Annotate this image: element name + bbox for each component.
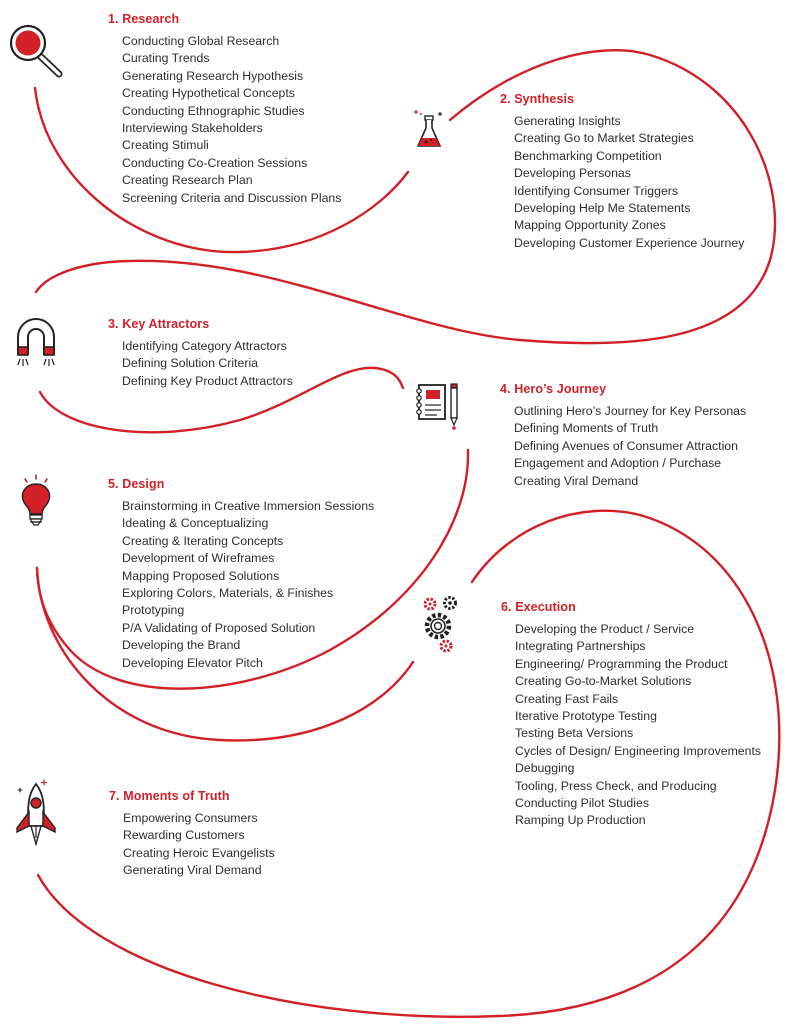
- section-title: 7. Moments of Truth: [109, 789, 230, 803]
- section-list: [122, 338, 293, 390]
- list-item: Mapping Opportunity Zones: [514, 218, 666, 233]
- list-item: Interviewing Stakeholders: [122, 121, 263, 136]
- list-item: Defining Moments of Truth: [514, 421, 659, 436]
- list-item: Exploring Colors, Materials, & Finishes: [122, 586, 334, 601]
- light-bulb-icon: [16, 474, 56, 535]
- section-heros-journey: [500, 382, 747, 490]
- section-key-attractors: [108, 317, 293, 390]
- list-item: Cycles of Design/ Engineering Improvements: [515, 743, 762, 758]
- list-item: Creating Research Plan: [122, 173, 253, 188]
- list-item: Creating Go to Market Strategies: [514, 131, 694, 146]
- list-item: Empowering Consumers: [123, 811, 258, 825]
- magnet-icon: [12, 315, 60, 376]
- section-research: [108, 12, 342, 207]
- list-item: Benchmarking Competition: [514, 148, 662, 163]
- section-list: [515, 621, 761, 830]
- section-title: 5. Design: [108, 477, 165, 491]
- list-item: Tooling, Press Check, and Producing: [515, 778, 717, 793]
- list-item: Creating & Iterating Concepts: [122, 533, 284, 548]
- list-item: Creating Viral Demand: [514, 473, 639, 488]
- section-list: [122, 33, 341, 207]
- section-list: [122, 498, 374, 672]
- section-title: 3. Key Attractors: [108, 317, 210, 331]
- list-item: Creating Hypothetical Concepts: [122, 86, 295, 101]
- section-list: [123, 810, 275, 880]
- list-item: Identifying Category Attractors: [122, 339, 287, 353]
- section-list: [514, 403, 746, 490]
- list-item: Conducting Co-Creation Sessions: [122, 155, 308, 170]
- list-item: Ideating & Conceptualizing: [122, 516, 269, 531]
- section-moments-of-truth: [109, 789, 275, 880]
- list-item: Integrating Partnerships: [515, 639, 646, 654]
- section-title: 4. Hero’s Journey: [500, 382, 607, 396]
- list-item: Iterative Prototype Testing: [515, 709, 657, 724]
- section-list: [514, 113, 744, 252]
- list-item: Developing Customer Experience Journey: [514, 235, 745, 250]
- list-item: Rewarding Customers: [123, 828, 245, 843]
- list-item: Creating Go-to-Market Solutions: [515, 674, 692, 689]
- list-item: Generating Viral Demand: [123, 863, 262, 878]
- list-item: Ramping Up Production: [515, 813, 646, 828]
- list-item: Defining Key Product Attractors: [122, 373, 293, 388]
- list-item: Screening Criteria and Discussion Plans: [122, 190, 342, 205]
- list-item: Creating Heroic Evangelists: [123, 845, 275, 860]
- list-item: Developing the Brand: [122, 638, 241, 653]
- list-item: Developing Elevator Pitch: [122, 655, 263, 670]
- list-item: Conducting Pilot Studies: [515, 796, 649, 811]
- list-item: Mapping Proposed Solutions: [122, 568, 280, 583]
- list-item: Curating Trends: [122, 51, 210, 66]
- list-item: Engineering/ Programming the Product: [515, 656, 728, 671]
- list-item: Developing the Product / Service: [515, 622, 695, 636]
- section-execution: [501, 600, 762, 830]
- rocket-icon: [12, 776, 60, 857]
- list-item: Outlining Hero’s Journey for Key Personas: [514, 404, 747, 418]
- list-item: Brainstorming in Creative Immersion Sessions: [122, 499, 375, 513]
- section-design: [108, 477, 375, 672]
- gears-icon: [418, 590, 464, 661]
- magnifying-glass-icon: [6, 22, 66, 85]
- section-title: 2. Synthesis: [500, 92, 575, 106]
- list-item: Testing Beta Versions: [515, 726, 634, 741]
- section-title: 1. Research: [108, 12, 180, 26]
- notebook-pencil-icon: [413, 381, 463, 436]
- list-item: Generating Research Hypothesis: [122, 68, 304, 83]
- list-item: Generating Insights: [514, 114, 621, 128]
- list-item: Conducting Ethnographic Studies: [122, 103, 305, 118]
- list-item: Conducting Global Research: [122, 34, 280, 48]
- list-item: Developing Help Me Statements: [514, 201, 691, 216]
- list-item: Debugging: [515, 761, 575, 776]
- list-item: Developing Personas: [514, 166, 631, 181]
- list-item: Defining Solution Criteria: [122, 356, 259, 371]
- list-item: Engagement and Adoption / Purchase: [514, 456, 722, 471]
- flask-icon: [412, 108, 448, 157]
- section-synthesis: [500, 92, 745, 252]
- list-item: Prototyping: [122, 603, 185, 618]
- list-item: Development of Wireframes: [122, 551, 275, 566]
- list-item: Defining Avenues of Consumer Attraction: [514, 438, 738, 453]
- list-item: P/A Validating of Proposed Solution: [122, 620, 316, 635]
- list-item: Creating Stimuli: [122, 138, 209, 153]
- list-item: Identifying Consumer Triggers: [514, 183, 679, 198]
- section-title: 6. Execution: [501, 600, 576, 614]
- list-item: Creating Fast Fails: [515, 691, 619, 706]
